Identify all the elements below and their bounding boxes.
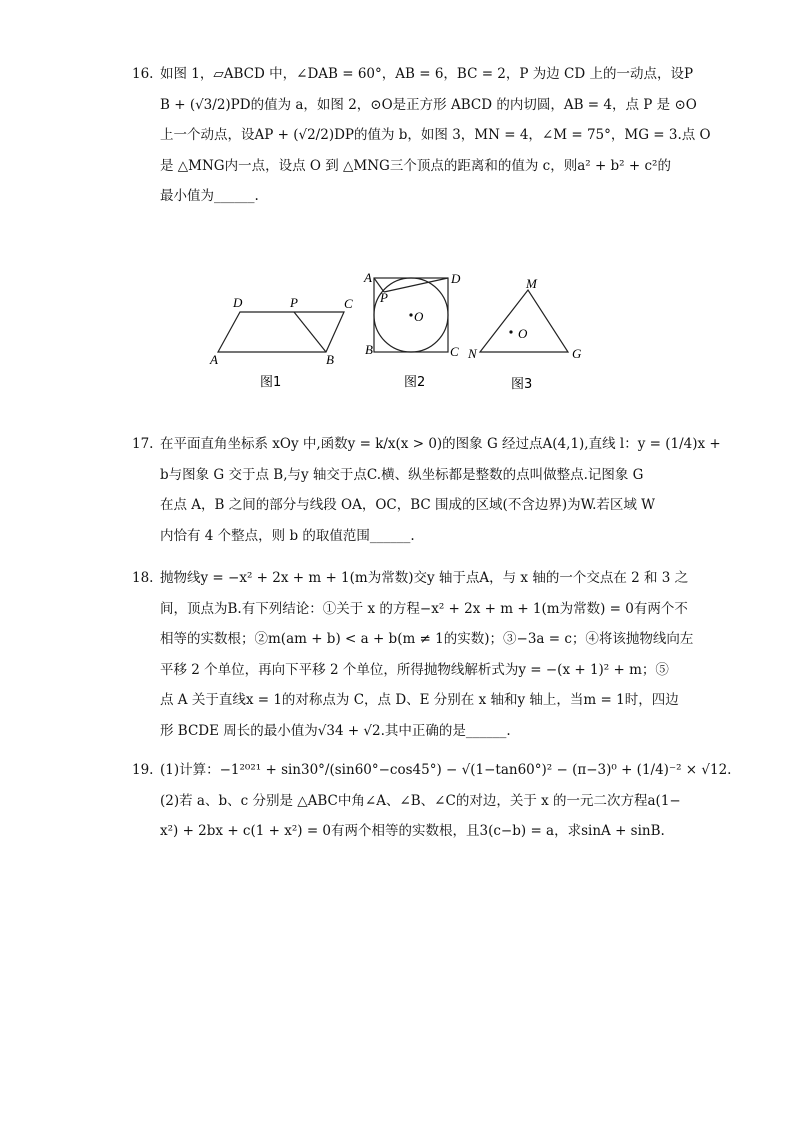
problem-17 (132, 436, 721, 558)
text-line: 平移 2 个单位，再向下平移 2 个单位，所得抛物线解析式为y = −(x + 1)² + m；⑤ (160, 661, 669, 678)
text-line: 在点 A，B 之间的部分与线段 OA，OC，BC 围成的区域(不含边界)为W.若区域 W (160, 497, 656, 513)
problem-16-figures (200, 268, 600, 398)
text-line: 最小值为______. (160, 188, 259, 204)
problem-text (160, 762, 732, 854)
problem-19 (132, 762, 732, 854)
text-line: 点 A 关于直线x = 1的对称点为 C，点 D、E 分别在 x 轴和y 轴上，当m = 1时，四边 (160, 692, 679, 708)
fig2-label-c: C (450, 344, 459, 359)
fig2-label-b: B (365, 342, 373, 357)
fig1-label-d: D (233, 295, 243, 310)
fig1-label-a: A (210, 352, 218, 367)
text-line: B + (√3/2)PD的值为 a，如图 2，⊙O是正方形 ABCD 的内切圆，AB = 4，点 P 是 ⊙O (160, 96, 697, 113)
problem-text (160, 66, 711, 219)
problem-number: 18. (132, 570, 154, 586)
figure-3-triangle (480, 290, 568, 352)
text-line: 相等的实数根；②m(am + b) < a + b(m ≠ 1的实数)；③−3a = c；④将该抛物线向左 (160, 631, 694, 647)
problem-text (160, 436, 721, 558)
problem-18 (132, 570, 694, 753)
text-line: 内恰有 4 个整点，则 b 的取值范围______. (160, 527, 415, 544)
text-line: b与图象 G 交于点 B,与y 轴交于点C.横、纵坐标都是整数的点叫做整点.记图象 G (160, 466, 644, 483)
text-line: 形 BCDE 周长的最小值为√34 + √2.其中正确的是______. (160, 722, 511, 739)
text-line: x²) + 2bx + c(1 + x²) = 0有两个相等的实数根，且3(c−b) = a，求sinA + sinB. (160, 823, 665, 839)
fig3-point-dot (509, 330, 512, 333)
figures-svg (200, 268, 600, 398)
problem-number: 19. (132, 762, 154, 778)
text-line: 如图 1，▱ABCD 中，∠DAB = 60°，AB = 6，BC = 2，P 为边 CD 上的一动点，设P (160, 66, 694, 82)
fig2-label-d: D (451, 271, 461, 286)
problem-number: 16. (132, 66, 154, 82)
fig3-label-o: O (518, 326, 528, 341)
text-line: (2)若 a、b、c 分别是 △ABC中角∠A、∠B、∠C的对边，关于 x 的一元二次方程a(1− (160, 792, 681, 809)
fig2-label-p: P (380, 290, 388, 305)
text-line: 抛物线y = −x² + 2x + m + 1(m为常数)交y 轴于点A，与 x 轴的一个交点在 2 和 3 之 (160, 570, 689, 586)
text-line: (1)计算：−1²⁰²¹ + sin30°/(sin60°−cos45°) − √(1−tan60°)² − (π−3)⁰ + (1/4)⁻² × √12. (160, 762, 732, 778)
fig1-label-p: P (290, 295, 298, 310)
problem-text (160, 570, 694, 753)
fig3-label-g: G (572, 346, 582, 361)
text-line: 在平面直角坐标系 xOy 中,函数y = k/x(x > 0)的图象 G 经过点A(4,1),直线 l：y = (1/4)x + (160, 436, 721, 452)
text-line: 间，顶点为B.有下列结论：①关于 x 的方程−x² + 2x + m + 1(m为常数) = 0有两个不 (160, 600, 688, 617)
problem-number: 17. (132, 436, 154, 452)
text-line: 上一个动点，设AP + (√2/2)DP的值为 b，如图 3，MN = 4，∠M = 75°，MG = 3.点 O (160, 127, 711, 143)
problem-16 (132, 66, 711, 219)
fig3-caption: 图3 (511, 377, 533, 392)
fig2-label-a: A (364, 270, 372, 285)
text-line: 是 △MNG内一点，设点 O 到 △MNG三个顶点的距离和的值为 c，则a² + b² + c²的 (160, 157, 671, 174)
fig1-label-c: C (344, 296, 353, 311)
fig2-label-o: O (414, 309, 424, 324)
figure-1-parallelogram (218, 312, 344, 352)
fig3-label-m: M (526, 276, 537, 291)
fig3-label-n: N (468, 346, 477, 361)
fig1-label-b: B (326, 352, 334, 367)
fig1-caption: 图1 (260, 375, 282, 390)
fig2-center-dot (409, 313, 412, 316)
fig2-caption: 图2 (404, 375, 426, 390)
